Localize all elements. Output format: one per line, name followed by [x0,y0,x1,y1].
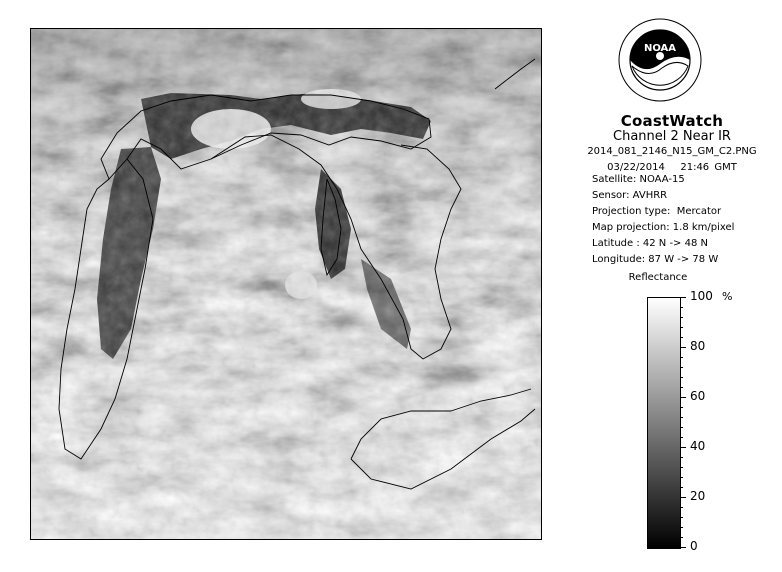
colorbar-tick-label: 20 [690,489,706,503]
datetime: 03/22/2014 21:46 GMT [607,162,737,173]
product-title: CoastWatch [620,112,724,130]
projection-type: Projection type: Mercator [592,206,722,217]
colorbar-tick [680,497,686,498]
sensor-info: Sensor: AVHRR [592,190,668,201]
colorbar-minor-tick [680,467,683,468]
colorbar-minor-tick [680,517,683,518]
colorbar-tick [680,347,686,348]
colorbar-minor-tick [680,367,683,368]
channel-label: Channel 2 Near IR [613,129,731,144]
satellite-map [31,29,541,539]
colorbar-tick-label: 60 [690,389,706,403]
colorbar-minor-tick [680,527,683,528]
colorbar [647,297,681,549]
map-projection: Map projection: 1.8 km/pixel [592,222,735,233]
longitude-range: Longitude: 87 W -> 78 W [592,254,719,265]
colorbar-minor-tick [680,327,683,328]
colorbar-minor-tick [680,307,683,308]
colorbar-unit: % [722,290,733,303]
colorbar-minor-tick [680,427,683,428]
colorbar-minor-tick [680,317,683,318]
satellite-image [30,28,542,540]
colorbar-tick [680,297,686,298]
colorbar-minor-tick [680,457,683,458]
colorbar-minor-tick [680,387,683,388]
colorbar-minor-tick [680,507,683,508]
colorbar-tick [680,397,686,398]
colorbar-minor-tick [680,377,683,378]
satellite-info: Satellite: NOAA-15 [592,174,685,185]
latitude-range: Latitude : 42 N -> 48 N [592,238,708,249]
colorbar-title: Reflectance [628,272,688,283]
colorbar-minor-tick [680,337,683,338]
colorbar-minor-tick [680,477,683,478]
colorbar-minor-tick [680,537,683,538]
noaa-logo-text: NOAA [643,43,677,54]
colorbar-minor-tick [680,437,683,438]
colorbar-tick-label: 100 [690,289,713,303]
colorbar-minor-tick [680,407,683,408]
colorbar-tick-label: 0 [690,539,698,553]
colorbar-tick-label: 80 [690,339,706,353]
colorbar-minor-tick [680,417,683,418]
colorbar-tick [680,547,686,548]
texture-overlay [31,29,541,539]
noaa-logo-icon [618,18,702,102]
colorbar-tick-label: 40 [690,439,706,453]
filename: 2014_081_2146_N15_GM_C2.PNG [587,146,757,157]
colorbar-minor-tick [680,357,683,358]
colorbar-tick [680,447,686,448]
colorbar-minor-tick [680,487,683,488]
